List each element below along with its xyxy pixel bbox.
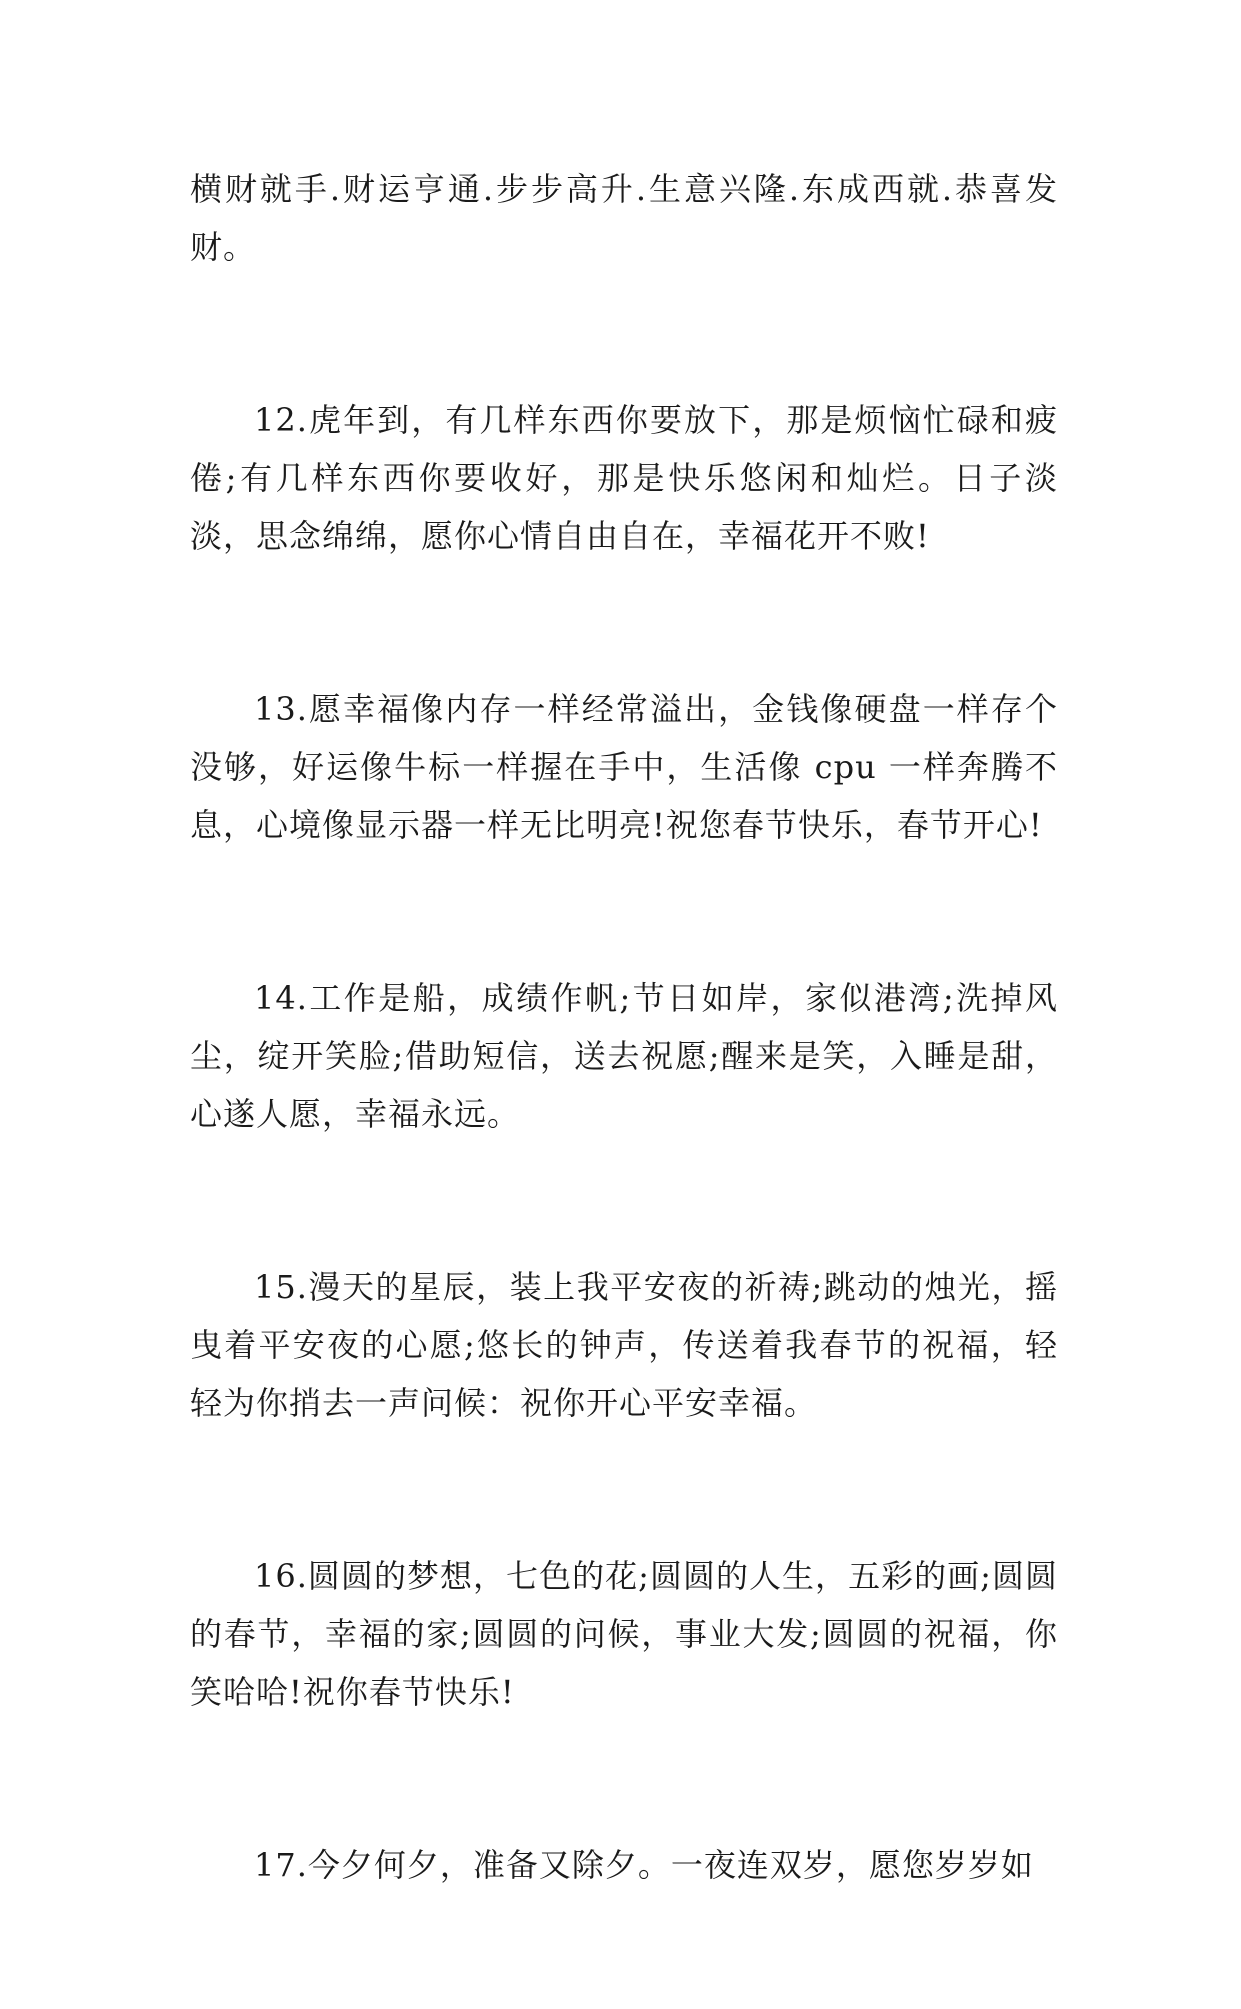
paragraph-16: 16.圆圆的梦想，七色的花;圆圆的人生，五彩的画;圆圆的春节，幸福的家;圆圆的问候，事业大发;圆圆的祝福，你笑哈哈!祝你春节快乐! (190, 1557, 1058, 1711)
paragraph-12: 12.虎年到，有几样东西你要放下，那是烦恼忙碌和疲倦;有几样东西你要收好，那是快乐悠闲和灿烂。日子淡淡，思念绵绵，愿你心情自由自在，幸福花开不败! (190, 401, 1058, 555)
paragraph-13: 13.愿幸福像内存一样经常溢出，金钱像硬盘一样存个没够，好运像牛标一样握在手中，生活像 cpu 一样奔腾不息，心境像显示器一样无比明亮!祝您春节快乐，春节开心! (190, 690, 1058, 844)
paragraph-15: 15.漫天的星辰，装上我平安夜的祈祷;跳动的烛光，摇曳着平安夜的心愿;悠长的钟声，传送着我春节的祝福，轻轻为你捎去一声问候：祝你开心平安幸福。 (190, 1268, 1058, 1422)
document-body (190, 160, 1058, 2009)
paragraph-14: 14.工作是船，成绩作帆;节日如岸，家似港湾;洗掉风尘，绽开笑脸;借助短信，送去祝愿;醒来是笑，入睡是甜，心遂人愿，幸福永远。 (190, 979, 1058, 1133)
paragraph-17-start: 17.今夕何夕，准备又除夕。一夜连双岁，愿您岁岁如 (254, 1846, 1034, 1884)
paragraph-11-continuation: 横财就手.财运亨通.步步高升.生意兴隆.东成西就.恭喜发财。 (190, 170, 1058, 266)
